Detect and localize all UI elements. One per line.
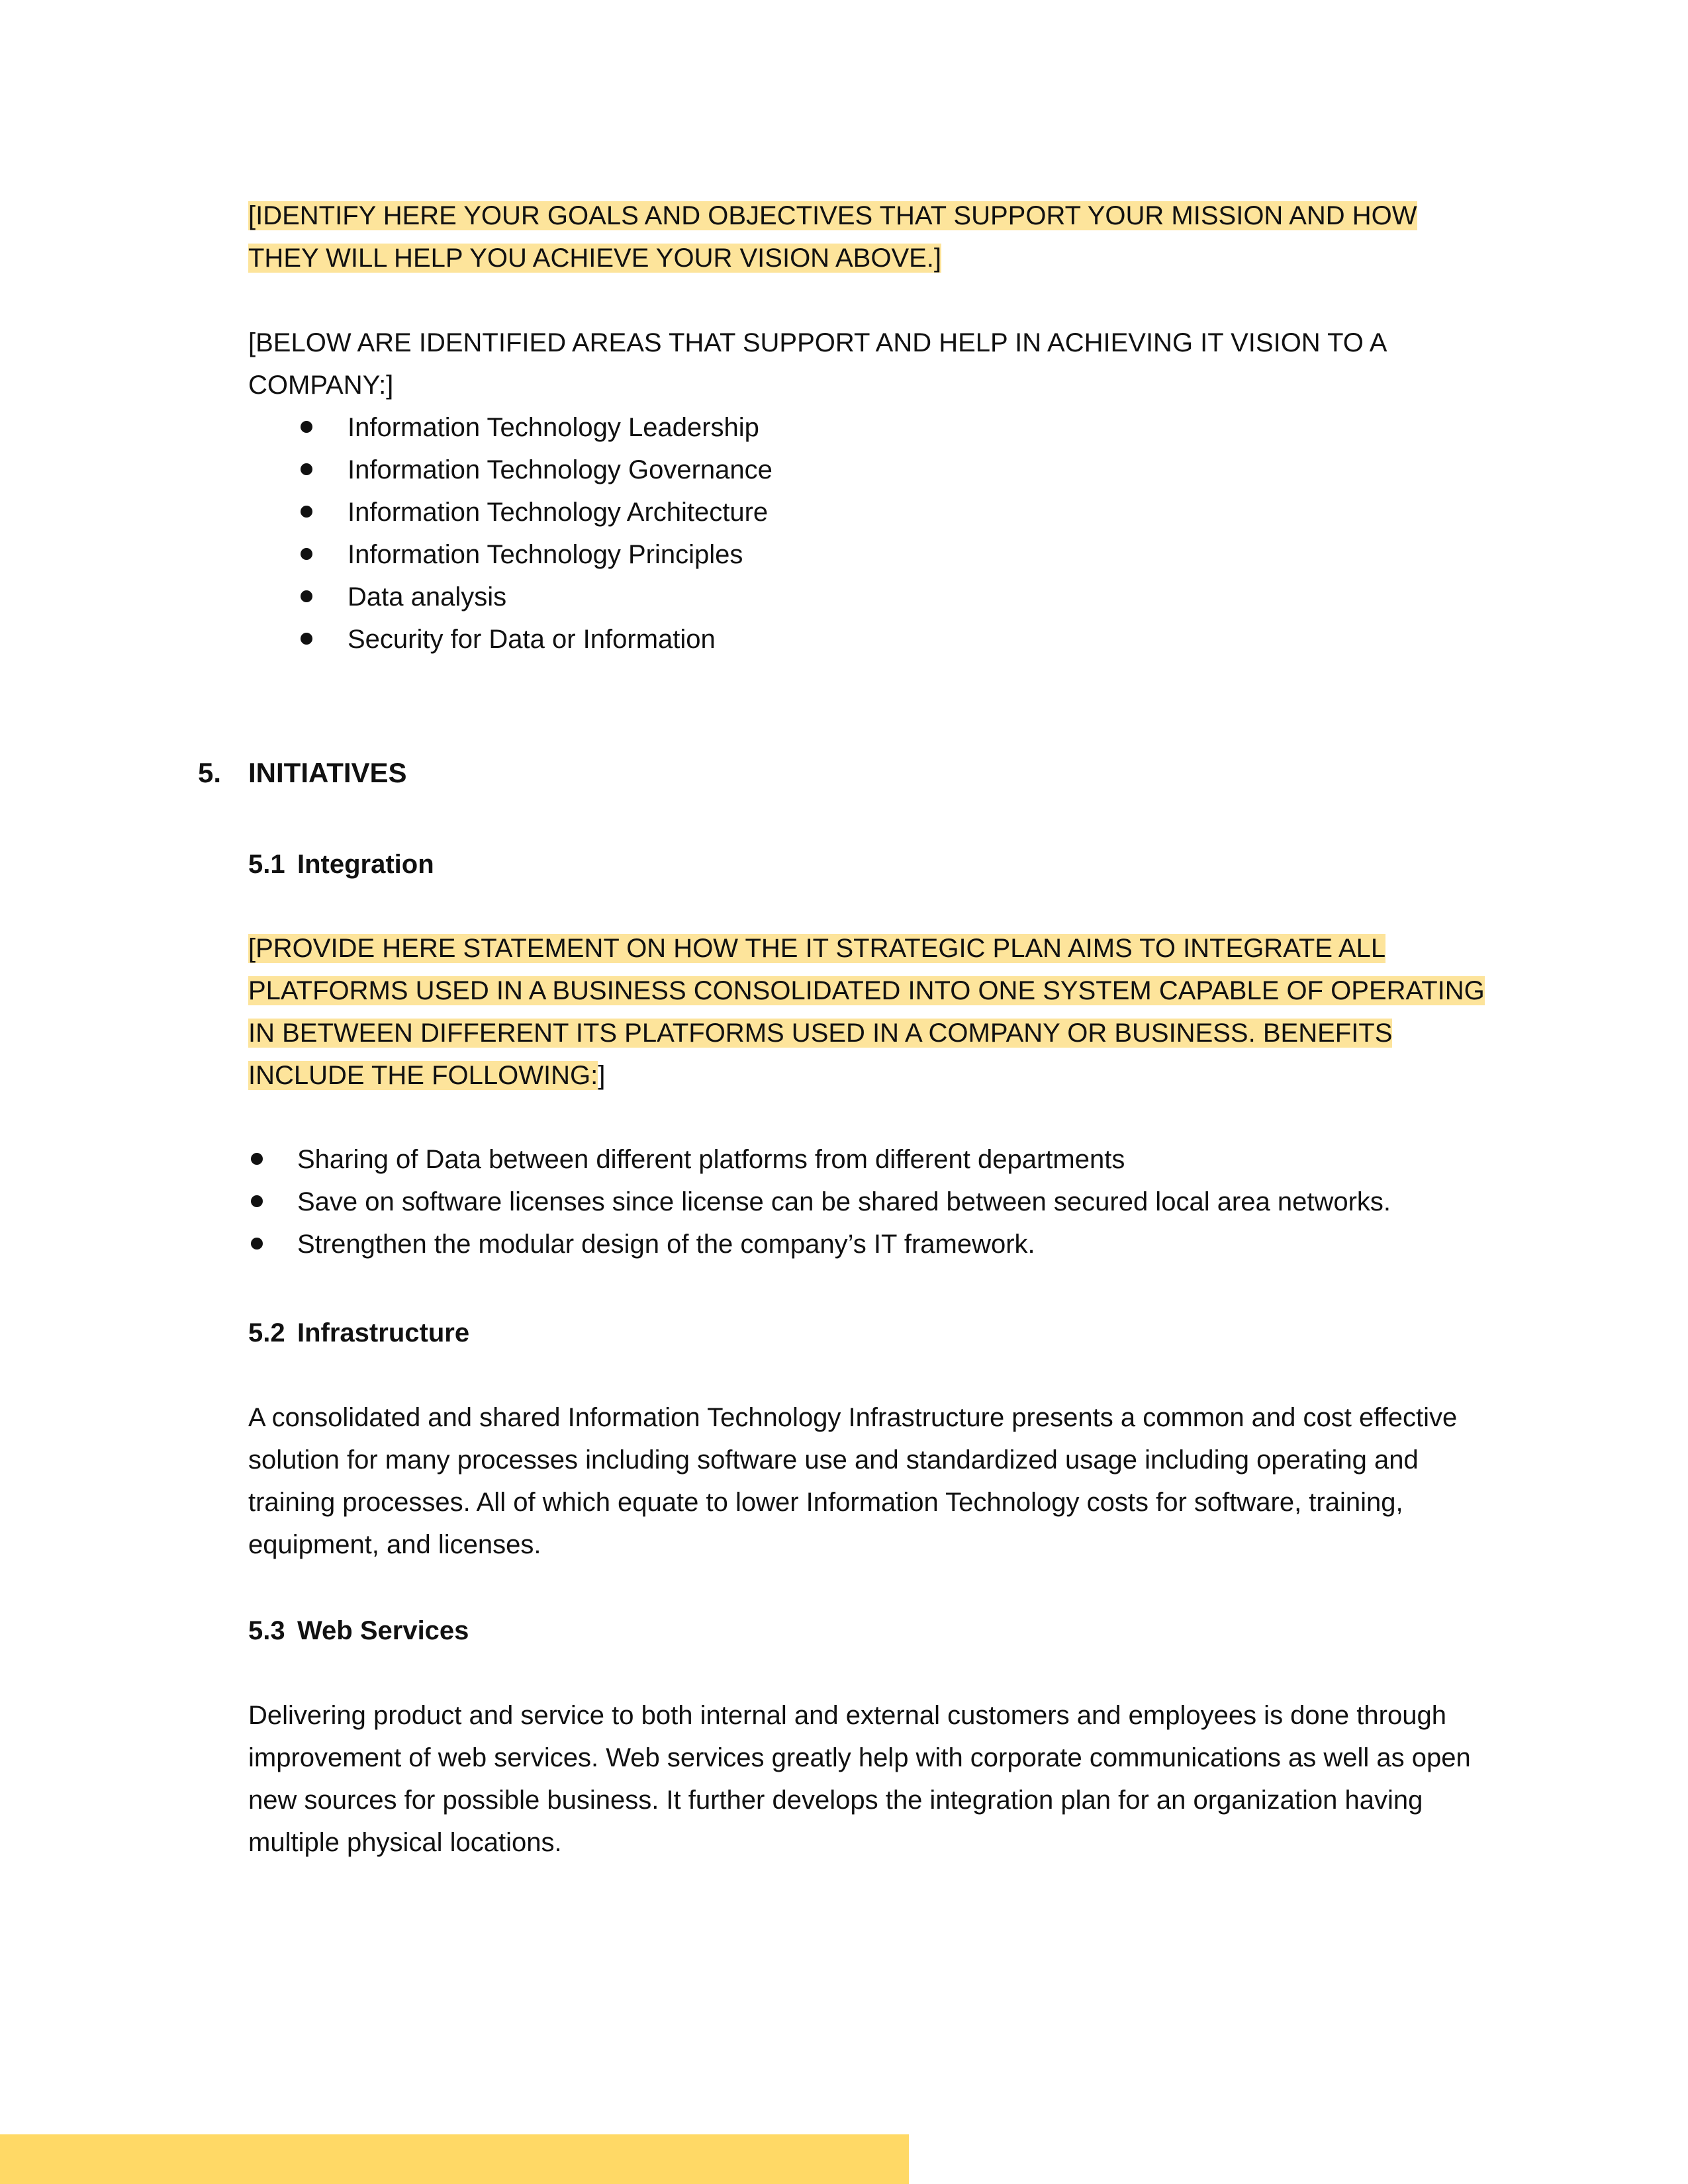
- subsection-number: 5.3: [248, 1616, 285, 1645]
- bullet-icon: [301, 548, 312, 560]
- section-number: 5.: [198, 757, 222, 788]
- list-item-text: Strengthen the modular design of the company’s IT framework.: [297, 1230, 1035, 1259]
- list-item-text: Security for Data or Information: [348, 625, 716, 654]
- subsection-title: Integration: [297, 850, 434, 879]
- list-item-text: Save on software licenses since license can be shared between secured local area networks.: [297, 1187, 1391, 1216]
- subsection-number: 5.2: [248, 1318, 285, 1347]
- bullet-icon: [301, 463, 312, 475]
- section-heading-initiatives: [198, 752, 407, 794]
- integration-benefits-list: [297, 1138, 1391, 1265]
- list-item: [348, 576, 773, 618]
- list-item: [348, 618, 773, 660]
- list-item: [297, 1138, 1391, 1181]
- subsection-number: 5.1: [248, 850, 285, 879]
- subsection-heading-integration: [248, 843, 434, 886]
- integration-placeholder-close: ]: [598, 1061, 606, 1090]
- list-item-text: Data analysis: [348, 582, 507, 612]
- bullet-icon: [301, 633, 312, 645]
- subsection-heading-web-services: [248, 1610, 469, 1652]
- list-item: [297, 1223, 1391, 1265]
- subsection-title: Infrastructure: [297, 1318, 470, 1347]
- list-item: [348, 533, 773, 576]
- list-item-text: Information Technology Architecture: [348, 498, 769, 527]
- integration-placeholder-paragraph: [248, 927, 1493, 1097]
- list-item-text: Information Technology Leadership: [348, 413, 759, 442]
- subsection-title: Web Services: [297, 1616, 469, 1645]
- web-services-body: Delivering product and service to both internal and external customers and employees is done through improvement of web services. Web services greatly help with corporate communications as well as open new sources for possible business. It further develops the integration plan for an organization having multiple physical locations.: [248, 1701, 1471, 1857]
- bullet-icon: [251, 1195, 263, 1207]
- bullet-icon: [251, 1153, 263, 1165]
- list-item-text: Information Technology Principles: [348, 540, 743, 569]
- bullet-icon: [251, 1238, 263, 1250]
- footer-accent-bar: [0, 2134, 909, 2184]
- infrastructure-body: A consolidated and shared Information Technology Infrastructure presents a common and cost effective solution for many processes including software use and standardized usage including operating and training processes. All of which equate to lower Information Technology costs for software, training, equipment, and licenses.: [248, 1403, 1458, 1559]
- goals-placeholder: [IDENTIFY HERE YOUR GOALS AND OBJECTIVES THAT SUPPORT YOUR MISSION AND HOW THEY WILL HELP YOU ACHIEVE YOUR VISION ABOVE.]: [248, 201, 1417, 273]
- bullet-icon: [301, 590, 312, 602]
- areas-intro: [BELOW ARE IDENTIFIED AREAS THAT SUPPORT AND HELP IN ACHIEVING IT VISION TO A COMPANY:]: [248, 328, 1386, 400]
- list-item-text: Information Technology Governance: [348, 455, 773, 484]
- list-item: [348, 406, 773, 449]
- bullet-icon: [301, 421, 312, 433]
- bullet-icon: [301, 506, 312, 518]
- areas-list: [348, 406, 773, 660]
- list-item: [348, 449, 773, 491]
- list-item: [348, 491, 773, 533]
- goals-placeholder-paragraph: [248, 195, 1493, 279]
- list-item: [297, 1181, 1391, 1223]
- section-title: INITIATIVES: [248, 757, 407, 788]
- integration-placeholder: [PROVIDE HERE STATEMENT ON HOW THE IT STRATEGIC PLAN AIMS TO INTEGRATE ALL PLATFORMS USED IN A BUSINESS CONSOLIDATED INTO ONE SYSTEM CAPABLE OF OPERATING IN BETWEEN DIFFERENT ITS PLATFORMS USED IN A COMPANY OR BUSINESS. BENEFITS INCLUDE THE FOLLOWING:: [248, 934, 1485, 1090]
- subsection-heading-infrastructure: [248, 1312, 469, 1354]
- list-item-text: Sharing of Data between different platforms from different departments: [297, 1145, 1125, 1174]
